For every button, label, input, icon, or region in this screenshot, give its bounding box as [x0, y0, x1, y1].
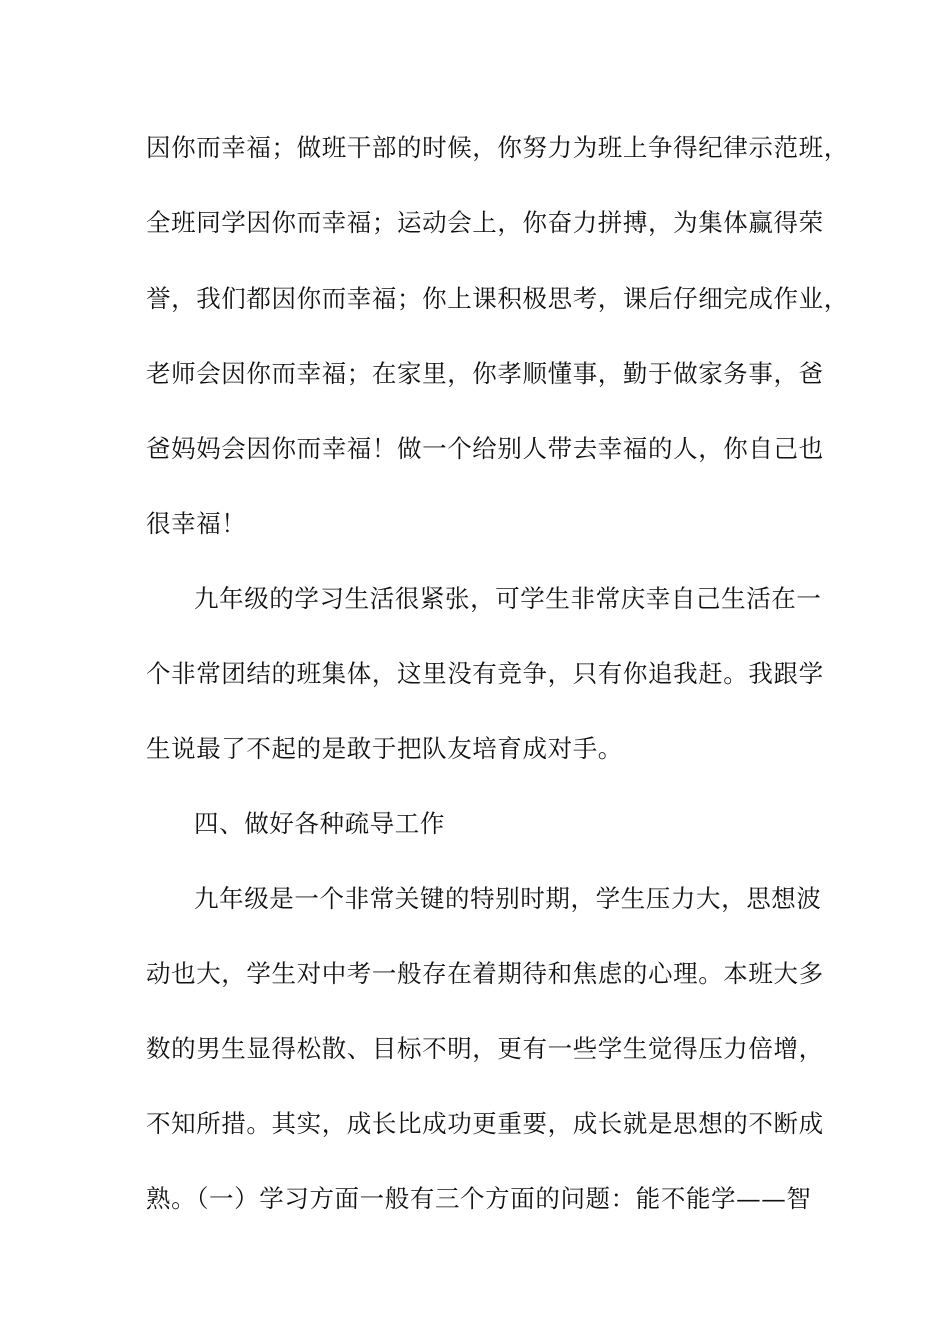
- paragraph-first-line: 九年级的学习生活很紧张，可学生非常庆幸自己生活在一: [194, 584, 822, 613]
- text-line: 很幸福！: [146, 509, 247, 538]
- text-line: 全班同学因你而幸福；运动会上，你奋力拼搏，为集体赢得荣: [146, 208, 824, 237]
- text-line: 不知所措。其实，成长比成功更重要，成长就是思想的不断成: [146, 1109, 824, 1138]
- text-line: 个非常团结的班集体，这里没有竞争，只有你追我赶。我跟学: [146, 659, 824, 688]
- text-line: 生说最了不起的是敢于把队友培育成对手。: [146, 734, 623, 763]
- paragraph-first-line: 九年级是一个非常关键的特别时期，学生压力大，思想波: [194, 884, 822, 913]
- text-line: 数的男生显得松散、目标不明，更有一些学生觉得压力倍增，: [146, 1034, 824, 1063]
- text-line: 爸妈妈会因你而幸福！做一个给别人带去幸福的人，你自己也: [146, 434, 824, 463]
- section-heading: 四、做好各种疏导工作: [194, 809, 445, 838]
- text-line: 老师会因你而幸福；在家里，你孝顺懂事，勤于做家务事，爸: [146, 359, 824, 388]
- text-line: 熟。（一）学习方面一般有三个方面的问题：能不能学——智: [146, 1184, 812, 1213]
- text-line: 动也大，学生对中考一般存在着期待和焦虑的心理。本班大多: [146, 959, 824, 988]
- text-line: 誉，我们都因你而幸福；你上课积极思考，课后仔细完成作业，: [146, 284, 849, 313]
- text-line: 因你而幸福；做班干部的时候，你努力为班上争得纪律示范班，: [146, 133, 849, 162]
